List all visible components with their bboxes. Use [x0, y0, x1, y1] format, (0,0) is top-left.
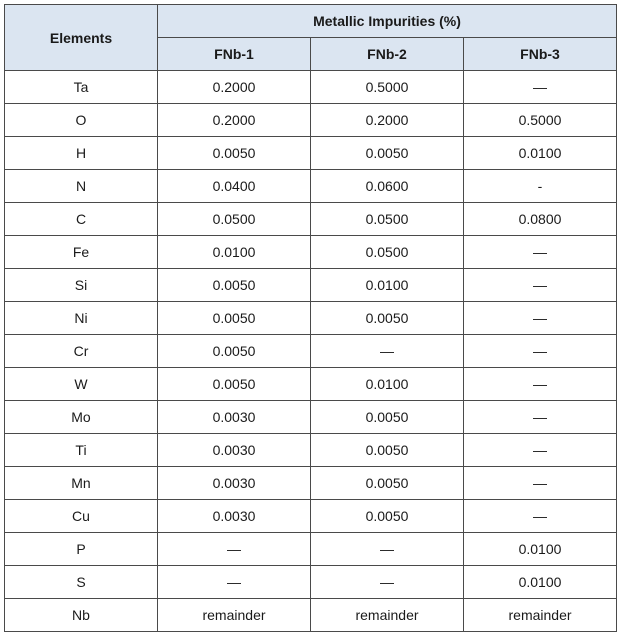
- value-cell: 0.0050: [311, 500, 464, 533]
- value-cell: 0.0800: [464, 203, 617, 236]
- value-cell: remainder: [158, 599, 311, 632]
- value-cell: —: [464, 335, 617, 368]
- value-cell: —: [464, 236, 617, 269]
- element-cell: Si: [5, 269, 158, 302]
- value-cell: 0.0500: [158, 203, 311, 236]
- value-cell: 0.0100: [464, 533, 617, 566]
- table-row: [5, 104, 617, 137]
- value-cell: 0.5000: [311, 71, 464, 104]
- value-cell: —: [464, 269, 617, 302]
- table-row: [5, 599, 617, 632]
- table-row: [5, 236, 617, 269]
- value-cell: 0.0500: [311, 203, 464, 236]
- element-cell: Fe: [5, 236, 158, 269]
- value-cell: 0.2000: [311, 104, 464, 137]
- table-row: [5, 368, 617, 401]
- value-cell: 0.0030: [158, 434, 311, 467]
- value-cell: —: [158, 533, 311, 566]
- column-header-fnb-3: FNb-3: [464, 38, 617, 71]
- value-cell: 0.0030: [158, 500, 311, 533]
- value-cell: 0.0050: [158, 335, 311, 368]
- value-cell: -: [464, 170, 617, 203]
- value-cell: —: [311, 533, 464, 566]
- element-cell: Cr: [5, 335, 158, 368]
- column-header-fnb-1: FNb-1: [158, 38, 311, 71]
- element-cell: Ta: [5, 71, 158, 104]
- value-cell: 0.0100: [464, 137, 617, 170]
- value-cell: 0.0100: [464, 566, 617, 599]
- value-cell: 0.0600: [311, 170, 464, 203]
- value-cell: 0.2000: [158, 71, 311, 104]
- table-header: [5, 5, 617, 71]
- value-cell: —: [464, 368, 617, 401]
- element-cell: Mn: [5, 467, 158, 500]
- value-cell: 0.0400: [158, 170, 311, 203]
- element-cell: Nb: [5, 599, 158, 632]
- value-cell: 0.5000: [464, 104, 617, 137]
- table-row: [5, 269, 617, 302]
- table-body: [5, 71, 617, 632]
- value-cell: —: [464, 401, 617, 434]
- element-cell: H: [5, 137, 158, 170]
- value-cell: 0.0100: [311, 368, 464, 401]
- metallic-impurities-header: Metallic Impurities (%): [158, 5, 617, 38]
- table-row: [5, 467, 617, 500]
- value-cell: 0.0050: [311, 302, 464, 335]
- column-header-fnb-2: FNb-2: [311, 38, 464, 71]
- value-cell: 0.0050: [311, 401, 464, 434]
- value-cell: 0.0030: [158, 401, 311, 434]
- value-cell: —: [464, 500, 617, 533]
- elements-header: Elements: [5, 5, 158, 71]
- value-cell: 0.0050: [158, 137, 311, 170]
- element-cell: Ti: [5, 434, 158, 467]
- value-cell: 0.0100: [158, 236, 311, 269]
- value-cell: 0.0050: [158, 269, 311, 302]
- table-row: [5, 302, 617, 335]
- value-cell: remainder: [311, 599, 464, 632]
- table-row: [5, 434, 617, 467]
- table-row: [5, 203, 617, 236]
- element-cell: C: [5, 203, 158, 236]
- table-row: [5, 335, 617, 368]
- table-row: [5, 137, 617, 170]
- value-cell: —: [464, 467, 617, 500]
- value-cell: 0.0050: [311, 467, 464, 500]
- table-row: [5, 71, 617, 104]
- element-cell: Cu: [5, 500, 158, 533]
- element-cell: Ni: [5, 302, 158, 335]
- value-cell: 0.0050: [158, 368, 311, 401]
- value-cell: —: [464, 302, 617, 335]
- value-cell: —: [464, 71, 617, 104]
- value-cell: remainder: [464, 599, 617, 632]
- value-cell: —: [311, 566, 464, 599]
- element-cell: N: [5, 170, 158, 203]
- table-row: [5, 401, 617, 434]
- table-row: [5, 533, 617, 566]
- value-cell: 0.0050: [311, 137, 464, 170]
- table-row: [5, 170, 617, 203]
- element-cell: O: [5, 104, 158, 137]
- impurities-table: [4, 4, 617, 632]
- element-cell: W: [5, 368, 158, 401]
- value-cell: 0.0050: [311, 434, 464, 467]
- table-row: [5, 566, 617, 599]
- value-cell: —: [464, 434, 617, 467]
- table-row: [5, 500, 617, 533]
- element-cell: Mo: [5, 401, 158, 434]
- value-cell: —: [311, 335, 464, 368]
- value-cell: 0.0050: [158, 302, 311, 335]
- value-cell: 0.0100: [311, 269, 464, 302]
- value-cell: 0.0030: [158, 467, 311, 500]
- element-cell: S: [5, 566, 158, 599]
- value-cell: 0.0500: [311, 236, 464, 269]
- value-cell: —: [158, 566, 311, 599]
- value-cell: 0.2000: [158, 104, 311, 137]
- element-cell: P: [5, 533, 158, 566]
